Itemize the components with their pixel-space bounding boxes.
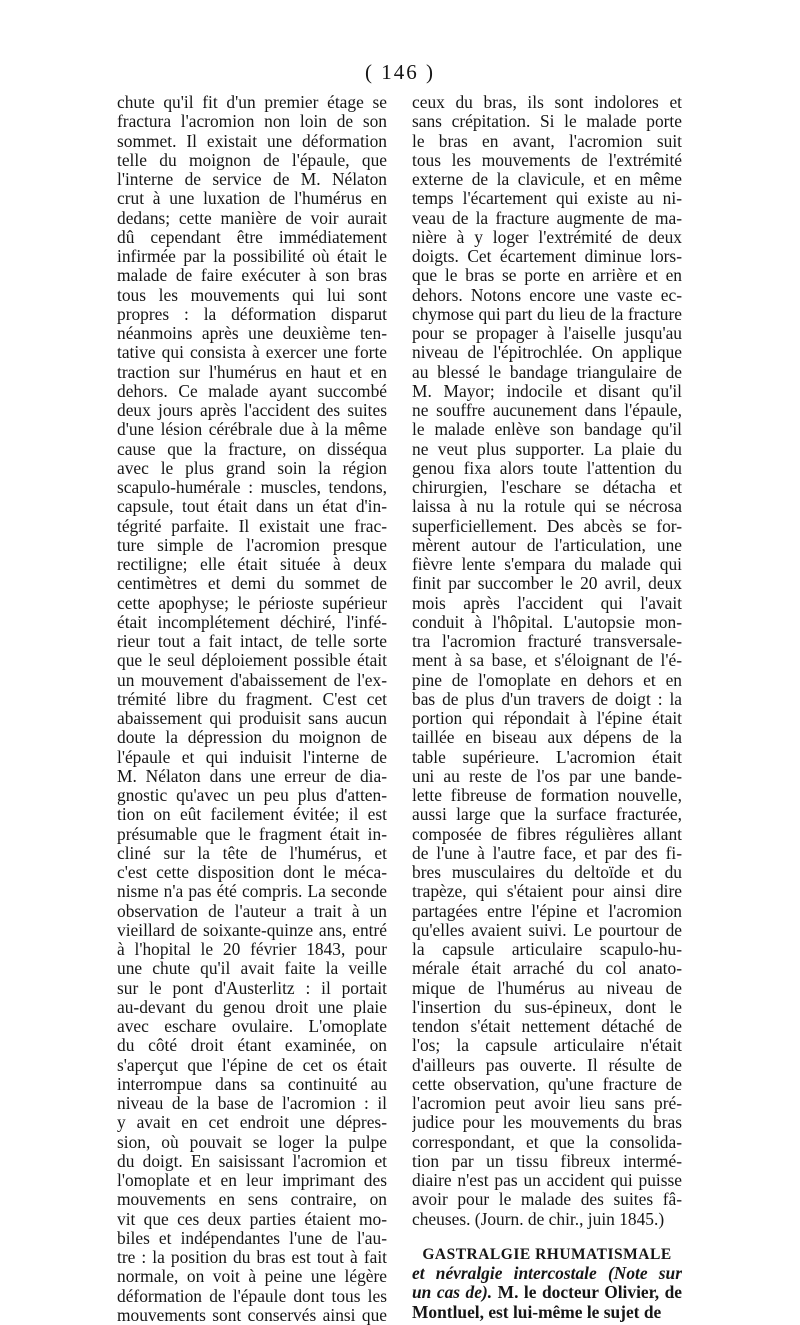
text-line: d'ailleurs pas ouverte. Il résulte de (412, 1055, 682, 1075)
text-line: dedans; cette manière de voir aurait (117, 208, 387, 228)
text-line: avec le plus grand soin la région (117, 458, 387, 478)
text-line: mérale était arraché du col anato- (412, 959, 682, 979)
text-line: tra l'acromion fracturé transversale- (412, 632, 682, 651)
text-line: portion qui répondait à l'épine était (412, 709, 682, 728)
text-line: cliné sur la tête de l'humérus, et (117, 843, 387, 863)
text-line: scapulo-humérale : muscles, tendons, (117, 478, 387, 497)
text-line: dehors. Ce malade ayant succombé (117, 381, 387, 401)
text-line: partagées entre l'épine et l'acromion (412, 901, 682, 921)
text-line: pour se propager à l'aiselle jusqu'au (412, 324, 682, 343)
text-line: composée de fibres régulières allant (412, 824, 682, 844)
text-line: chymose qui part du lieu de la fracture (412, 304, 682, 324)
text-line: infirmée par la possibilité où était le (117, 247, 387, 266)
text-line: mique de l'humérus au niveau de (412, 978, 682, 998)
text-line: au-devant du genou droit une plaie (117, 997, 387, 1017)
text-line: bres musculaires du deltoïde et du (412, 863, 682, 882)
text-line: deux jours après l'accident des suites (117, 401, 387, 420)
text-line: conduit à l'hôpital. L'autopsie mon- (412, 612, 682, 632)
section-line-3: Montluel, est lui-même le sujet de (412, 1302, 662, 1322)
text-line: cheuses. (Journ. de chir., juin 1845.) (412, 1209, 665, 1229)
text-line: du côté droit étant examinée, on (117, 1036, 387, 1056)
text-line: chirurgien, l'eschare se détacha et (412, 478, 682, 497)
text-line: l'épaule et qui induisit l'interne de (117, 747, 387, 767)
page-number: ( 146 ) (365, 60, 435, 84)
text-line: mois après l'accident qui l'avait (412, 593, 682, 613)
text-line: tion on eût facilement évitée; il est (117, 805, 387, 825)
text-line: l'omoplate et en leur imprimant des (117, 1171, 387, 1190)
text-line: était incomplétement déchiré, l'infé- (117, 612, 387, 632)
text-line: doigts. Cet écartement diminue lors- (412, 247, 682, 266)
text-line: tendon s'était nettement détaché de (412, 1017, 682, 1036)
text-line: de l'une à l'autre face, et par des fi- (412, 843, 682, 863)
text-line: uni au reste de l'os par une bande- (412, 766, 682, 786)
text-line: que le seul déploiement possible était (117, 651, 387, 671)
text-line: superficiellement. Des abcès se for- (412, 516, 682, 536)
text-line: pine de l'omoplate en dehors et en (412, 670, 682, 690)
text-line: qu'elles avaient suivi. Le pourtour de (412, 920, 682, 940)
text-line: l'os; la capsule articulaire n'était (412, 1036, 682, 1056)
text-line: trapèze, qui s'étaient pour ainsi dire (412, 882, 682, 902)
text-line: avec eschare ovulaire. L'omoplate (117, 1017, 387, 1036)
text-line: bas de plus d'un travers de doigt : la (412, 689, 682, 709)
text-line: externe de la clavicule, et en même (412, 170, 682, 189)
text-line: sion, où pouvait se loger la pulpe (117, 1132, 387, 1152)
text-line: l'interne de service de M. Nélaton (117, 170, 387, 189)
text-line: du doigt. En saisissant l'acromion et (117, 1151, 387, 1171)
text-line: observation de l'auteur a trait à un (117, 901, 387, 921)
text-line: ment à sa base, et s'éloignant de l'é- (412, 651, 682, 671)
text-line: ceux du bras, ils sont indolores et (412, 93, 682, 112)
text-line: néanmoins après une deuxième ten- (117, 324, 387, 343)
text-line: nisme n'a pas été compris. La seconde (117, 882, 387, 902)
text-line: correspondant, et que la consolida- (412, 1132, 682, 1152)
text-line: propres : la déformation disparut (117, 304, 387, 324)
text-line: l'acromion peut avoir lieu sans pré- (412, 1094, 682, 1113)
text-line: une chute qu'il avait faite la veille (117, 959, 387, 979)
text-line: mouvements en sens contraire, on (117, 1190, 387, 1210)
text-line: avoir pour le malade des suites fâ- (412, 1190, 682, 1210)
text-line: la capsule articulaire scapulo-hu- (412, 940, 682, 959)
text-line: telle du moignon de l'épaule, que (117, 150, 387, 170)
text-line: fièvre lente s'empara du malade qui (412, 555, 682, 574)
section-note-open: (Note sur (607, 1264, 682, 1283)
left-column (117, 93, 387, 1325)
section-note-close: un cas de). (412, 1283, 493, 1303)
text-line: judice pour les mouvements du bras (412, 1113, 682, 1133)
text-line: l'insertion du sus-épineux, dont le (412, 997, 682, 1017)
text-line: tative qui consista à exercer une forte (117, 343, 387, 363)
text-line: c'est cette disposition dont le méca- (117, 863, 387, 882)
text-line: présumable que le fragment était in- (117, 824, 387, 844)
text-line: taillée en biseau aux dépens de la (412, 728, 682, 748)
text-line: dehors. Notons encore une vaste ec- (412, 285, 682, 305)
text-line: doute la dépression du moignon de (117, 728, 387, 748)
text-line: interrompue dans sa continuité au (117, 1074, 387, 1094)
text-line: ne veut plus supporter. La plaie du (412, 439, 682, 459)
text-line: y avait en cet endroit une dépres- (117, 1113, 387, 1133)
section-gap (412, 1229, 682, 1245)
section-title: GASTRALGIE RHUMATISMALE (422, 1245, 672, 1263)
section-author: M. le docteur Olivier, de (497, 1283, 682, 1303)
text-line: traction sur l'humérus en haut et en (117, 362, 387, 382)
text-line: M. Mayor; indocile et disant qu'il (412, 381, 682, 401)
text-line: nière à y loger l'extrémité de deux (412, 227, 682, 247)
right-column (412, 93, 682, 1322)
text-line: à l'hopital le 20 février 1843, pour (117, 940, 387, 959)
text-line: M. Nélaton dans une erreur de dia- (117, 766, 387, 786)
text-line: table supérieure. L'acromion était (412, 747, 682, 767)
text-line: temps l'écartement qui existe au ni- (412, 189, 682, 209)
text-line: cause que la fracture, on disséqua (117, 439, 387, 459)
right-column-body (412, 93, 682, 1229)
text-line: le bras en avant, l'acromion suit (412, 131, 682, 151)
text-line: normale, on voit à peine une légère (117, 1267, 387, 1287)
text-line: s'aperçut que l'épine de cet os était (117, 1055, 387, 1075)
text-line: trémité libre du fragment. C'est cet (117, 689, 387, 709)
text-line: chute qu'il fit d'un premier étage se (117, 93, 387, 112)
text-line: malade de faire exécuter à son bras (117, 266, 387, 286)
text-line: sur le pont d'Austerlitz : il portait (117, 978, 387, 998)
text-line: mouvements sont conservés ainsi que (117, 1305, 387, 1325)
text-line: biles et indépendantes l'une de l'au- (117, 1228, 387, 1248)
section-line-1 (412, 1264, 682, 1283)
text-line: mèrent autour de l'articulation, une (412, 535, 682, 555)
text-line: tion par un tissu fibreux intermé- (412, 1151, 682, 1171)
text-line: tre : la position du bras est tout à fait (117, 1248, 387, 1267)
text-line: rectiligne; elle était située à deux (117, 555, 387, 574)
text-line: gnostic qu'avec un peu plus d'atten- (117, 786, 387, 805)
text-line: vieillard de soixante-quinze ans, entré (117, 920, 387, 940)
text-line: centimètres et demi du sommet de (117, 574, 387, 594)
text-line: un mouvement d'abaissement de l'ex- (117, 670, 387, 690)
text-line: ne souffre aucunement dans l'épaule, (412, 401, 682, 420)
text-line: veau de la fracture augmente de ma- (412, 208, 682, 228)
text-line: cette apophyse; le périoste supérieur (117, 593, 387, 613)
section-subtitle: et névralgie intercostale (412, 1264, 597, 1283)
text-line: le malade enlève son bandage qu'il (412, 420, 682, 440)
text-line: aussi large que la surface fracturée, (412, 805, 682, 825)
text-line: capsule, tout était dans un état d'in- (117, 497, 387, 517)
text-line: lette fibreuse de formation nouvelle, (412, 786, 682, 805)
text-line: que le bras se porte en arrière et en (412, 266, 682, 286)
text-line: finit par succomber le 20 avril, deux (412, 574, 682, 594)
text-line: niveau de la base de l'acromion : il (117, 1094, 387, 1113)
text-line: sommet. Il existait une déformation (117, 131, 387, 151)
text-line: fractura l'acromion non loin de son (117, 112, 387, 132)
text-line: déformation de l'épaule dont tous les (117, 1286, 387, 1306)
text-line: diaire n'est pas un accident qui puisse (412, 1171, 682, 1190)
text-line: ture simple de l'acromion presque (117, 535, 387, 555)
text-line: rieur tout a fait intact, de telle sorte (117, 632, 387, 651)
text-line: laissa à nu la rotule qui se nécrosa (412, 497, 682, 517)
text-line: cette observation, qu'une fracture de (412, 1074, 682, 1094)
text-line: niveau de l'épitrochlée. On applique (412, 343, 682, 363)
section-line-2 (412, 1283, 682, 1302)
text-line: au blessé le bandage triangulaire de (412, 362, 682, 382)
text-line: tous les mouvements qui lui sont (117, 285, 387, 305)
text-line: sans crépitation. Si le malade porte (412, 112, 682, 132)
text-line: abaissement qui produisit sans aucun (117, 709, 387, 728)
text-line: tous les mouvements de l'extrémité (412, 150, 682, 170)
text-line: d'une lésion cérébrale due à la même (117, 420, 387, 440)
text-line: tégrité parfaite. Il existait une frac- (117, 516, 387, 536)
text-line: dû cependant être immédiatement (117, 227, 387, 247)
text-line: vit que ces deux parties étaient mo- (117, 1209, 387, 1229)
text-line: crut à une luxation de l'humérus en (117, 189, 387, 209)
text-line: genou fixa alors toute l'attention du (412, 458, 682, 478)
